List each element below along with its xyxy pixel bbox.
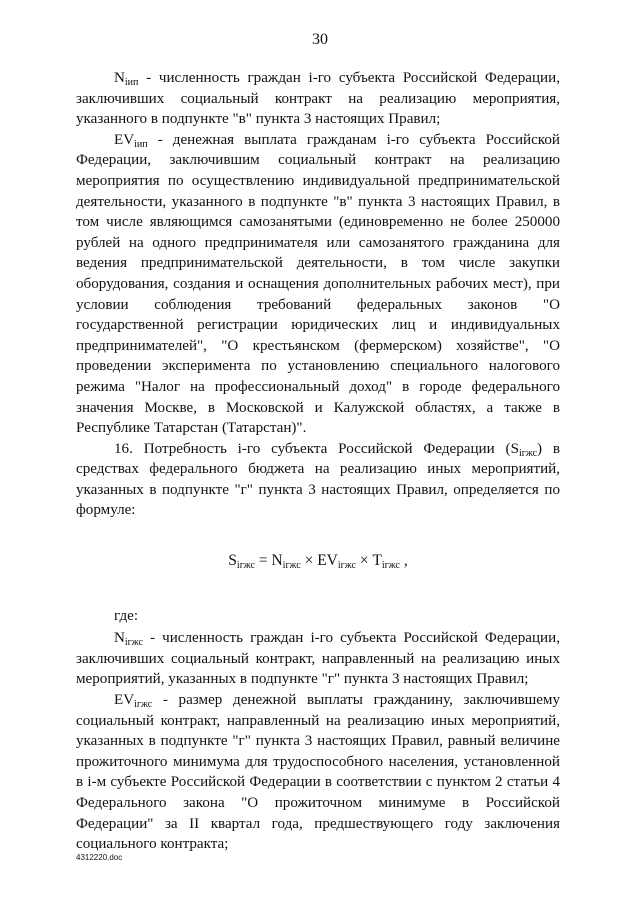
formula-times: × [355,552,373,570]
symbol-n: N [114,70,125,86]
symbol-n: N [114,630,125,647]
paragraph-text: ) в средствах федерального бюджета на реализацию иных мероприятий, указанных в подпункте "г" пункта 3 настоящих Правил, определяется по формуле: [76,440,561,519]
formula-ev: EV [317,552,338,570]
formula-t: T [372,552,382,570]
paragraph-ev-igzhs [76,690,560,855]
formula-subscript: iгжс [282,560,301,572]
paragraph-ev-iip [76,130,560,439]
symbol-s: S [510,440,519,457]
symbol-ev: EV [114,692,135,709]
paragraph-text: - численность граждан i-го субъекта Российской Федерации, заключивших социальный контракт, направленный на реализацию иных мероприятий, указанных в подпункте "г" пункта 3 настоящих Правил; [76,630,560,688]
symbol-subscript: iгжс [518,447,538,459]
document-body [76,68,560,855]
formula-subscript: iгжс [381,560,400,572]
paragraph-text: 16. Потребность i-го субъекта Российской Федерации ( [114,440,511,457]
paragraph-text: - численность граждан i-го субъекта Российской Федерации, заключивших социальный контракт на реализацию мероприятия, указанного в подпункте "в" пункта 3 настоящих Правил; [76,70,560,128]
page-number: 30 [312,31,328,48]
symbol-subscript: iип [124,77,139,88]
footer-filename: 4312220.doc [76,853,123,862]
formula-equals: = [254,552,272,570]
paragraph-text: - размер денежной выплаты гражданину, заключившему социальный контракт, направленный на реализацию иных мероприятий, указанных в подпункте "г" пункта 3 настоящих Правил, равный величине прожиточного минимума для трудоспособного населения, установленной в i-м субъекте Российской Федерации в соответствии с пунктом 2 статьи 4 Федерального закона "О прожиточном минимуме в Российской Федерации" за II квартал года, предшествующего году заключения социального контракта; [76,692,560,853]
formula-times: × [300,552,318,570]
symbol-subscript: iгжс [124,637,143,649]
formula-s: S [228,552,237,570]
symbol-ev: EV [114,131,135,148]
formula [76,551,560,572]
paragraph-n-iip [76,68,560,130]
formula-end: , [399,552,408,570]
paragraph-text: - денежная выплата гражданам i-го субъекта Российской Федерации, заключившим социальный контракт на реализацию мероприятия по осуществлению индивидуальной предпринимательской деятельности, указанного в подпункте "в" пункта 3 настоящих Правил, в том числе являющимся самозанятыми (единовременно не более 250000 рублей на одного предпринимателя или самозанятого гражданина для ведения предпринимательской деятельности, в том числе закупки оборудования, создания и оснащения дополнительных рабочих мест), при условии соблюдения требований федеральных законов "О государственной регистрации юридических лиц и индивидуальных предпринимателей", "О крестьянском (фермерском) хозяйстве", "О проведении эксперимента по установлению специального налогового режима "Налог на профессиональный доход" в городе федерального значения Москве, в Московской и Калужской областях, а также в Республике Татарстан (Татарстан)". [76,131,560,437]
formula-subscript: iгжс [337,560,356,572]
paragraph-n-igzhs [76,628,560,690]
paragraph-16 [76,439,560,521]
symbol-subscript: iип [134,138,148,150]
formula-subscript: iгжс [236,560,255,572]
symbol-subscript: iгжс [134,699,153,711]
where-label: где: [114,607,139,624]
formula-n: N [271,552,283,570]
